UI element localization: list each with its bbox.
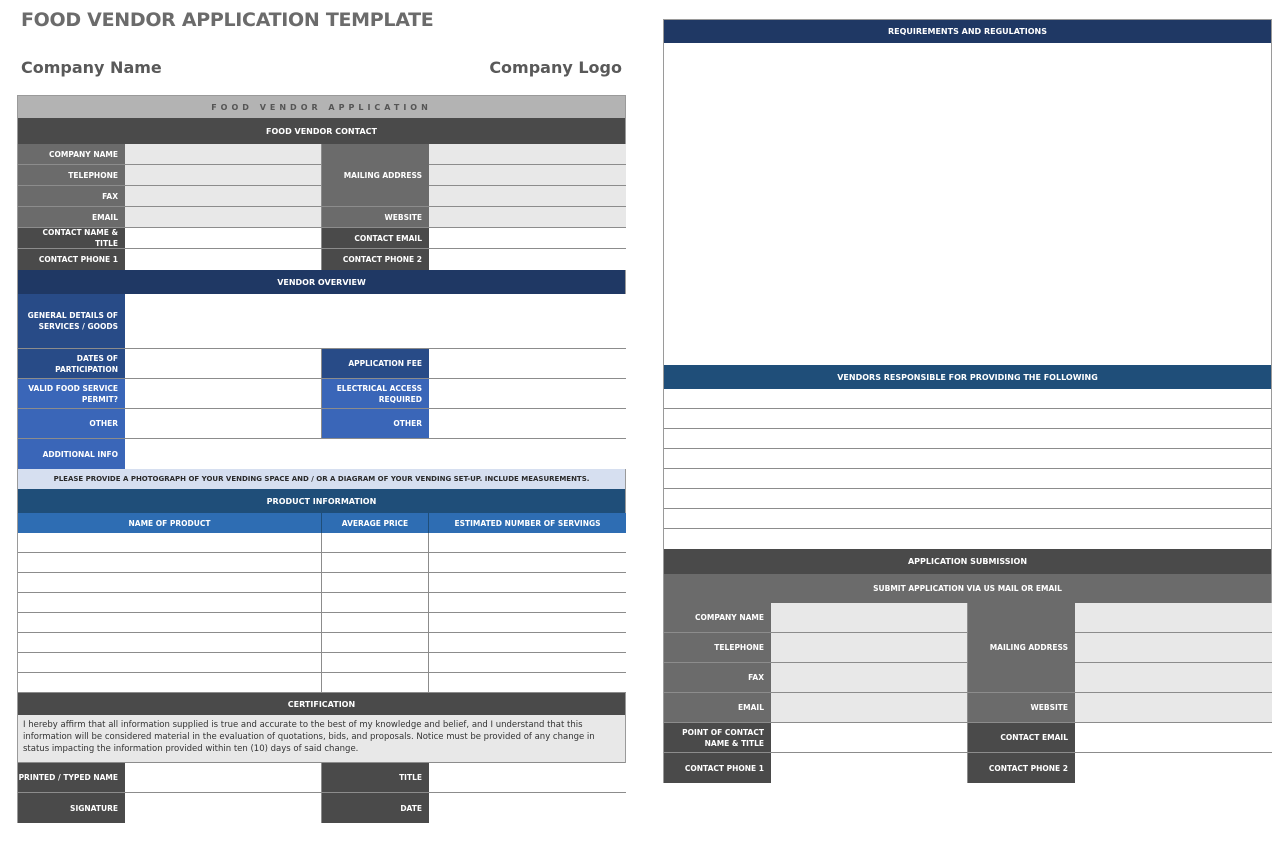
cell-servings[interactable] (429, 593, 626, 613)
label-telephone: TELEPHONE (18, 165, 125, 186)
overview-row-dates (18, 349, 625, 379)
input-point-of-contact[interactable] (771, 723, 968, 753)
cell-average-price[interactable] (322, 673, 429, 693)
signature-row-1 (18, 763, 625, 793)
submission-subheader-row (664, 574, 1271, 603)
certification-header-row (18, 693, 625, 715)
section-header-submission: APPLICATION SUBMISSION (664, 549, 1271, 574)
label-sub-contact-phone-2: CONTACT PHONE 2 (968, 753, 1075, 783)
label-contact-name-title: CONTACT NAME & TITLE (18, 228, 125, 249)
cell-servings[interactable] (429, 673, 626, 693)
cell-product-name[interactable] (18, 673, 322, 693)
requirements-header-row (664, 20, 1271, 43)
cell-servings[interactable] (429, 553, 626, 573)
input-vendor-item[interactable] (664, 469, 1271, 489)
table-row (18, 613, 625, 633)
certification-text-row (18, 715, 625, 763)
input-dates-participation[interactable] (125, 349, 322, 379)
form-title-row (18, 96, 625, 118)
contact-grey-block (18, 144, 625, 228)
certification-statement: I hereby affirm that all information supplied is true and accurate to the best of my knowledge and belief, and I understand that this information will be considered material in the evaluation of quotations, bids, and proposals. Notice must be provided of any change in status impacting the information provided within ten (10) days of said change. (18, 715, 625, 763)
label-sub-contact-phone-1: CONTACT PHONE 1 (664, 753, 771, 783)
input-other-2[interactable] (429, 409, 626, 439)
table-row (18, 533, 625, 553)
list-item (664, 409, 1271, 429)
input-vendor-item[interactable] (664, 389, 1271, 409)
table-row (18, 633, 625, 653)
input-sub-telephone[interactable] (771, 633, 968, 663)
label-website: WEBSITE (322, 207, 429, 228)
input-vendor-item[interactable] (664, 489, 1271, 509)
cell-average-price[interactable] (322, 653, 429, 673)
table-row (18, 673, 625, 693)
label-sub-website: WEBSITE (968, 693, 1075, 723)
input-other-1[interactable] (125, 409, 322, 439)
company-logo-placeholder: Company Logo (489, 58, 622, 77)
column-header-servings: ESTIMATED NUMBER OF SERVINGS (429, 513, 626, 533)
list-item (664, 429, 1271, 449)
list-item (664, 449, 1271, 469)
input-sub-fax[interactable] (771, 663, 968, 693)
page-title: FOOD VENDOR APPLICATION TEMPLATE (21, 9, 434, 31)
cell-product-name[interactable] (18, 633, 322, 653)
contact-header-row (18, 118, 625, 144)
input-company-name[interactable] (125, 144, 322, 165)
overview-row-additional (18, 439, 625, 469)
column-header-average-price: AVERAGE PRICE (322, 513, 429, 533)
cell-product-name[interactable] (18, 533, 322, 553)
label-sub-fax: FAX (664, 663, 771, 693)
input-telephone[interactable] (125, 165, 322, 186)
table-row (18, 653, 625, 673)
form-title: FOOD VENDOR APPLICATION (18, 96, 625, 118)
label-other-1: OTHER (18, 409, 125, 439)
input-sub-company-name[interactable] (771, 603, 968, 633)
label-contact-phone-2: CONTACT PHONE 2 (322, 249, 429, 270)
cell-average-price[interactable] (322, 553, 429, 573)
label-sub-company-name: COMPANY NAME (664, 603, 771, 633)
list-item (664, 529, 1271, 549)
section-header-vendors: VENDORS RESPONSIBLE FOR PROVIDING THE FOLLOWING (664, 365, 1271, 389)
list-item (664, 469, 1271, 489)
cell-product-name[interactable] (18, 573, 322, 593)
product-column-headers (18, 513, 625, 533)
vendors-header-row (664, 365, 1271, 389)
label-signature: SIGNATURE (18, 793, 125, 823)
table-row (18, 573, 625, 593)
signature-row-2 (18, 793, 625, 823)
input-contact-email[interactable] (429, 228, 626, 249)
submission-row-contact (664, 723, 1271, 753)
section-header-certification: CERTIFICATION (18, 693, 625, 715)
list-item (664, 509, 1271, 529)
label-electrical-access: ELECTRICAL ACCESS REQUIRED (322, 379, 429, 409)
input-vendor-item[interactable] (664, 509, 1271, 529)
label-point-of-contact: POINT OF CONTACT NAME & TITLE (664, 723, 771, 753)
label-contact-phone-1: CONTACT PHONE 1 (18, 249, 125, 270)
photo-note-row (18, 469, 625, 489)
contact-row-2 (18, 249, 625, 270)
column-header-product-name: NAME OF PRODUCT (18, 513, 322, 533)
label-application-fee: APPLICATION FEE (322, 349, 429, 379)
overview-row-permit (18, 379, 625, 409)
label-food-permit: VALID FOOD SERVICE PERMIT? (18, 379, 125, 409)
contact-row-1 (18, 228, 625, 249)
input-sub-contact-phone-1[interactable] (771, 753, 968, 783)
label-fax: FAX (18, 186, 125, 207)
label-sub-telephone: TELEPHONE (664, 633, 771, 663)
submission-header-row (664, 549, 1271, 574)
label-sub-mailing-address: MAILING ADDRESS (968, 603, 1075, 693)
input-mailing-address-2[interactable] (429, 165, 626, 186)
section-header-contact: FOOD VENDOR CONTACT (18, 118, 625, 144)
input-sub-contact-email[interactable] (1075, 723, 1272, 753)
table-row (18, 593, 625, 613)
label-date: DATE (322, 793, 429, 823)
label-sub-email: EMAIL (664, 693, 771, 723)
section-header-requirements: REQUIREMENTS AND REGULATIONS (664, 20, 1271, 43)
requirements-body (664, 43, 1271, 365)
input-sub-email[interactable] (771, 693, 968, 723)
input-fax[interactable] (125, 186, 322, 207)
label-general-details: GENERAL DETAILS OF SERVICES / GOODS (18, 294, 125, 349)
input-food-permit[interactable] (125, 379, 322, 409)
cell-product-name[interactable] (18, 613, 322, 633)
input-email[interactable] (125, 207, 322, 228)
input-title[interactable] (429, 763, 626, 793)
cell-servings[interactable] (429, 573, 626, 593)
overview-row-other (18, 409, 625, 439)
input-contact-name-title[interactable] (125, 228, 322, 249)
cell-product-name[interactable] (18, 593, 322, 613)
section-header-product: PRODUCT INFORMATION (18, 489, 625, 513)
cell-servings[interactable] (429, 633, 626, 653)
label-dates-participation: DATES OF PARTICIPATION (18, 349, 125, 379)
label-additional-info: ADDITIONAL INFO (18, 439, 125, 469)
input-printed-name[interactable] (125, 763, 322, 793)
cell-servings[interactable] (429, 613, 626, 633)
requirements-panel (663, 19, 1272, 783)
cell-average-price[interactable] (322, 613, 429, 633)
input-vendor-item[interactable] (664, 409, 1271, 429)
application-form (17, 95, 626, 823)
list-item (664, 489, 1271, 509)
input-electrical-access[interactable] (429, 379, 626, 409)
input-requirements[interactable] (664, 43, 1271, 365)
input-sub-mailing-address-1[interactable] (1075, 603, 1272, 633)
cell-average-price[interactable] (322, 533, 429, 553)
cell-product-name[interactable] (18, 653, 322, 673)
input-contact-phone-2[interactable] (429, 249, 626, 270)
input-mailing-address-3[interactable] (429, 186, 626, 207)
cell-servings[interactable] (429, 653, 626, 673)
list-item (664, 389, 1271, 409)
product-header-row (18, 489, 625, 513)
label-other-2: OTHER (322, 409, 429, 439)
label-printed-name: PRINTED / TYPED NAME (18, 763, 125, 793)
input-signature[interactable] (125, 793, 322, 823)
label-contact-email: CONTACT EMAIL (322, 228, 429, 249)
cell-product-name[interactable] (18, 553, 322, 573)
cell-average-price[interactable] (322, 633, 429, 653)
label-sub-contact-email: CONTACT EMAIL (968, 723, 1075, 753)
input-additional-info[interactable] (125, 439, 626, 469)
cell-average-price[interactable] (322, 593, 429, 613)
input-sub-website[interactable] (1075, 693, 1272, 723)
overview-header-row (18, 270, 625, 294)
cell-average-price[interactable] (322, 573, 429, 593)
input-date[interactable] (429, 793, 626, 823)
input-sub-mailing-address-2[interactable] (1075, 633, 1272, 663)
section-header-overview: VENDOR OVERVIEW (18, 270, 625, 294)
photo-note: PLEASE PROVIDE A PHOTOGRAPH OF YOUR VENDING SPACE AND / OR A DIAGRAM OF YOUR VENDING SET-UP. INCLUDE MEASUREMENTS. (18, 469, 625, 489)
input-vendor-item[interactable] (664, 429, 1271, 449)
input-application-fee[interactable] (429, 349, 626, 379)
cell-servings[interactable] (429, 533, 626, 553)
input-sub-mailing-address-3[interactable] (1075, 663, 1272, 693)
label-email: EMAIL (18, 207, 125, 228)
input-website[interactable] (429, 207, 626, 228)
label-company-name: COMPANY NAME (18, 144, 125, 165)
label-mailing-address: MAILING ADDRESS (322, 144, 429, 207)
input-vendor-item[interactable] (664, 449, 1271, 469)
submission-grey-block (664, 603, 1271, 723)
input-vendor-item[interactable] (664, 529, 1271, 549)
overview-row-general (18, 294, 625, 349)
input-contact-phone-1[interactable] (125, 249, 322, 270)
input-general-details[interactable] (125, 294, 626, 349)
input-mailing-address-1[interactable] (429, 144, 626, 165)
submission-subheader: SUBMIT APPLICATION VIA US MAIL OR EMAIL (664, 574, 1271, 603)
company-name: Company Name (21, 58, 162, 77)
submission-row-phones (664, 753, 1271, 783)
label-title: TITLE (322, 763, 429, 793)
table-row (18, 553, 625, 573)
input-sub-contact-phone-2[interactable] (1075, 753, 1272, 783)
